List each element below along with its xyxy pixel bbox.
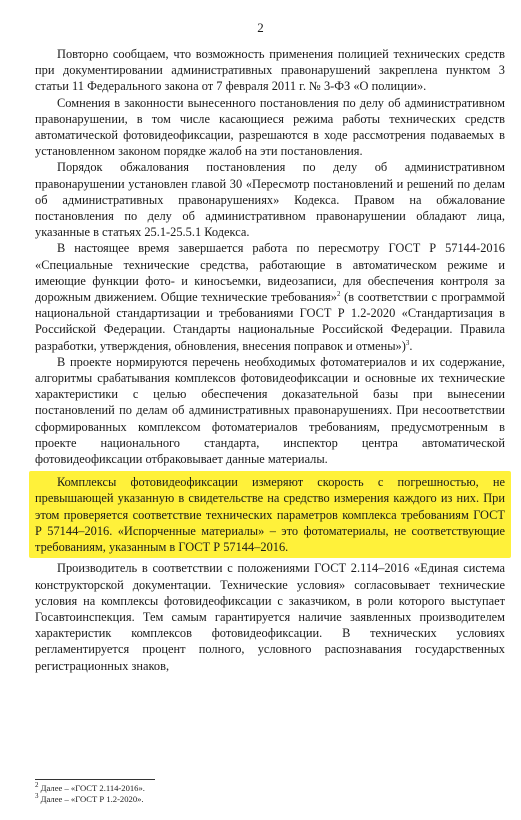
gost-revision-text-c: .: [409, 338, 413, 353]
footnote-divider: [35, 779, 155, 780]
paragraph-manufacturer-specs: Производитель в соответствии с положениями ГОСТ 2.114–2016 «Единая система конструкторской документации. Технические условия» согласовывает технические условия на комплексы фотовидеофиксации с заказчиком, в роли которого выступает Госавтоинспекция. Тем самым гарантируется наличие заявленных производителем характеристик комплексов фотовидеофиксации. В технических условиях регламентируется процент полного, условного распознавания государственных регистрационных знаков,: [35, 561, 505, 673]
paragraph-draft-requirements: В проекте нормируются перечень необходимых фотоматериалов и их содержание, алгоритмы срабатывания комплексов фотовидеофиксации и основные их технические характеристики с целью обеспечения доказательной базы при вынесении постановлений по делам об административных правонарушениях. При несоответствии сформированных комплексом фотоматериалов требованиям, предусмотренным в проекте национального стандарта, инспектор центра автоматической фотовидеофиксации отбраковывает данные материалы.: [35, 354, 505, 467]
paragraph-appeal-procedure: Порядок обжалования постановления по делу об административном правонарушении установлен главой 30 «Пересмотр постановлений и решений по делам об административных правонарушениях» Кодекса. Правом на обжалование постановления по делу об административном правонарушении обладают лица, указанные в статьях 25.1-25.5.1 Кодекса.: [35, 160, 505, 240]
footnote-2: [35, 783, 495, 794]
footnote-3-number: 3: [35, 792, 39, 801]
footnote-ref-2: 2: [336, 289, 341, 298]
paragraph-gost-revision: [35, 240, 505, 353]
highlighted-paragraph-speed-measurement: Комплексы фотовидеофиксации измеряют скорость с погрешностью, не превышающей указанную в свидетельстве на средство измерения каждого из них. При этом проверяется соответствие технических параметров комплекса требованиям ГОСТ Р 57144–2016. «Испорченные материалы» – это фотоматериалы, не соответствующие требованиям, указанным в ГОСТ Р 57144–2016.: [29, 471, 511, 558]
footnote-3-text: Далее – «ГОСТ Р 1.2-2020».: [38, 794, 144, 804]
footnote-ref-3: 3: [405, 338, 410, 347]
page-number: 2: [257, 20, 264, 35]
footnote-2-number: 2: [35, 781, 39, 790]
footnote-3: [35, 794, 495, 805]
footnotes: [35, 783, 495, 805]
gost-revision-text-a: В настоящее время завершается работа по пересмотру ГОСТ Р 57144-2016 «Специальные технические средства, работающие в автоматическом режиме и имеющие функции фото- и киносъемки, видеозаписи, для обеспечения контроля за дорожным движением. Общие технические требования»: [35, 241, 505, 305]
paragraph-police-law: Повторно сообщаем, что возможность применения полицией технических средств при документировании административных правонарушений закреплена пунктом 3 статьи 11 Федерального закона от 7 февраля 2011 г. № 3-ФЗ «О полиции».: [35, 47, 505, 94]
paragraph-doubts-legality: Сомнения в законности вынесенного постановления по делу об административном правонарушении, в том числе касающиеся режима работы технических средств автоматической фотовидеофиксации, разрешаются в ходе рассмотрения подаваемых в установленном законом порядке жалоб на эти постановления.: [35, 95, 505, 159]
document-body: [35, 46, 505, 674]
gost-revision-text-b: (в соответствии с программой национальной стандартизации и требованиями ГОСТ Р 1.2-2020 «Стандартизация в Российской Федерации. Стандарты национальные Российской Федерации. Правила разработки, утверждения, обновления, внесения поправок и отмены»): [35, 290, 506, 353]
footnote-2-text: Далее – «ГОСТ 2.114-2016».: [38, 783, 145, 793]
